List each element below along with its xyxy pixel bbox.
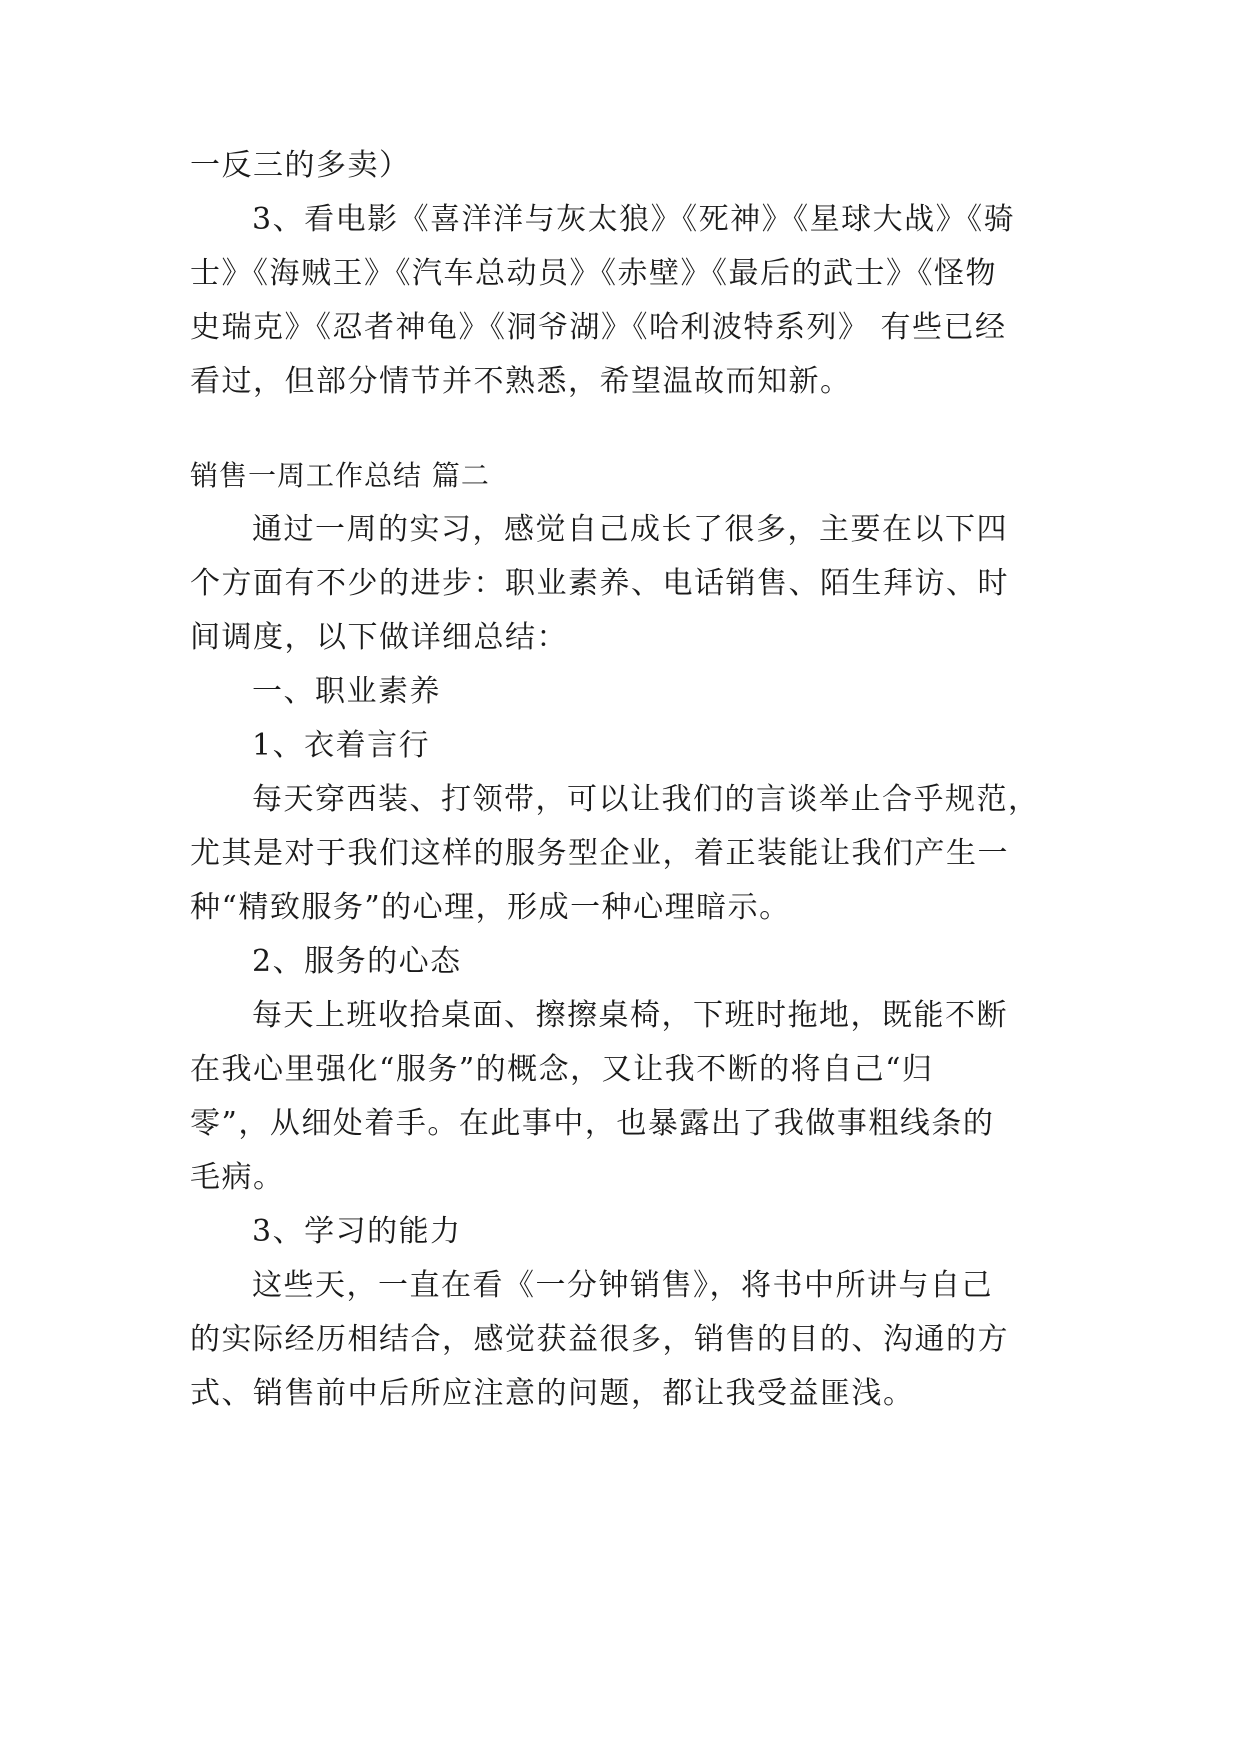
part-heading: 一、职业素养 [252, 674, 441, 709]
paragraph-line: 零”，从细处着手。在此事中，也暴露出了我做事粗线条的 [190, 1106, 995, 1141]
section-title: 销售一周工作总结 篇二 [190, 459, 490, 492]
paragraph-line: 个方面有不少的进步：职业素养、电话销售、陌生拜访、时 [190, 566, 1009, 601]
paragraph-line: 毛病。 [190, 1160, 285, 1195]
paragraph-line: 通过一周的实习，感觉自己成长了很多，主要在以下四 [252, 512, 1008, 547]
paragraph-line: 种“精致服务”的心理，形成一种心理暗示。 [190, 890, 791, 925]
paragraph-line: 士》《海贼王》《汽车总动员》《赤壁》《最后的武士》《怪物 [190, 256, 997, 291]
paragraph-line: 3、看电影《喜洋洋与灰太狼》《死神》《星球大战》《骑 [252, 202, 1016, 237]
paragraph-line: 看过，但部分情节并不熟悉，希望温故而知新。 [190, 364, 852, 399]
sub-heading: 3、学习的能力 [252, 1214, 462, 1249]
paragraph-line: 在我心里强化“服务”的概念，又让我不断的将自己“归 [190, 1052, 934, 1087]
document-body [190, 0, 1050, 1754]
paragraph-line: 尤其是对于我们这样的服务型企业，着正装能让我们产生一 [190, 836, 1009, 871]
paragraph-line: 每天上班收拾桌面、擦擦桌椅，下班时拖地，既能不断 [252, 998, 1008, 1033]
sub-heading: 1、衣着言行 [252, 728, 431, 763]
paragraph-line: 的实际经历相结合，感觉获益很多，销售的目的、沟通的方 [190, 1322, 1009, 1357]
paragraph-line: 每天穿西装、打领带，可以让我们的言谈举止合乎规范， [252, 782, 1040, 817]
paragraph-line: 史瑞克》《忍者神龟》《洞爷湖》《哈利波特系列》 有些已经 [190, 310, 1007, 345]
paragraph-line: 间调度，以下做详细总结： [190, 620, 568, 655]
paragraph-line: 这些天，一直在看《一分钟销售》，将书中所讲与自己 [252, 1268, 993, 1303]
sub-heading: 2、服务的心态 [252, 944, 462, 979]
paragraph-line: 式、销售前中后所应注意的问题，都让我受益匪浅。 [190, 1376, 915, 1411]
continuation-line: 一反三的多卖） [190, 148, 411, 183]
